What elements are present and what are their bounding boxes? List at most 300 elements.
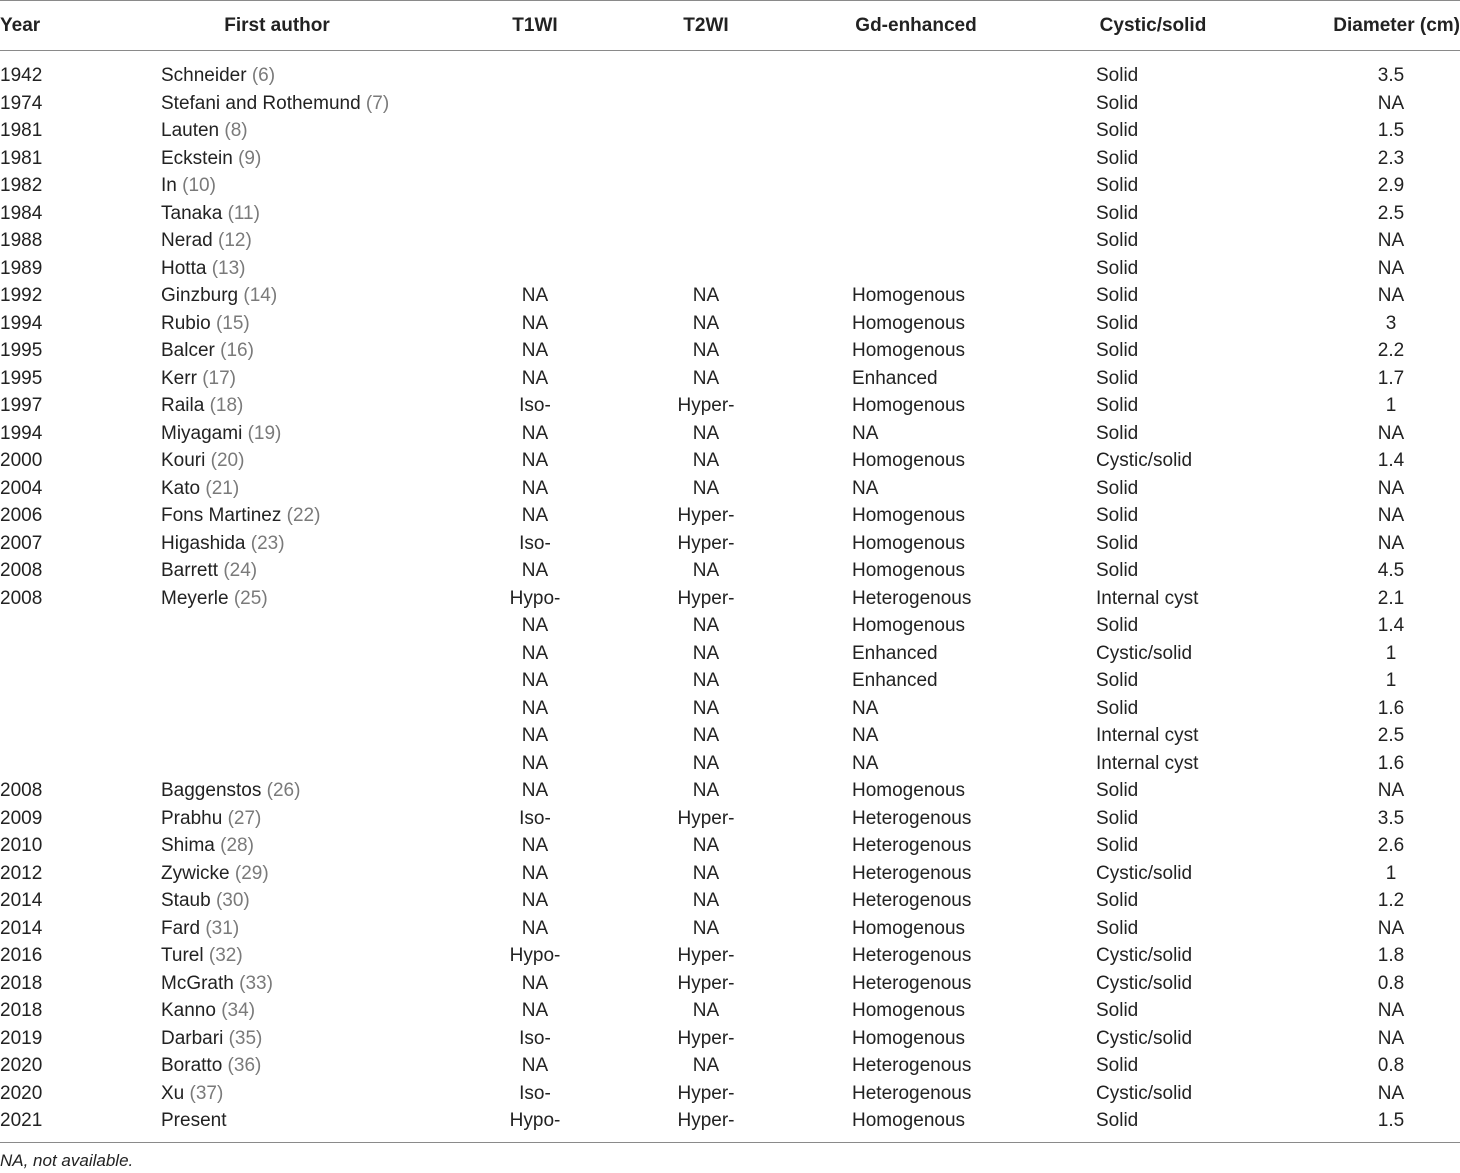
reference-link[interactable]: (16) [220, 340, 254, 361]
cell-cystic-solid: Solid [1096, 505, 1139, 526]
cell-cystic-solid: Cystic/solid [1096, 450, 1193, 471]
cell-first-author [161, 557, 257, 585]
cell-year: 2021 [0, 1110, 43, 1131]
table-row [0, 640, 1460, 668]
cell-gd-enhanced: Homogenous [852, 780, 966, 801]
cell-t1wi: NA [521, 1000, 549, 1021]
cell-t1wi: NA [521, 615, 549, 636]
cell-t1wi: NA [521, 725, 549, 746]
table-row [0, 750, 1460, 778]
cell-cystic-solid: Solid [1096, 312, 1139, 334]
cell-gd-enhanced: Enhanced [852, 670, 938, 691]
cell-t1wi: NA [521, 505, 549, 526]
cell-diameter: NA [1377, 1000, 1405, 1021]
reference-link[interactable]: (24) [223, 560, 258, 581]
cell-year: 1992 [0, 285, 43, 306]
cell-t2wi: NA [692, 285, 720, 306]
author-name: Kato [161, 477, 201, 499]
author-name: Meyerle [161, 587, 229, 609]
cell-diameter: 1.6 [1377, 752, 1405, 774]
cell-cystic-solid: Internal cyst [1096, 725, 1199, 746]
author-name: Balcer [161, 340, 215, 361]
table-row [0, 777, 1460, 805]
cell-year: 2018 [0, 1000, 43, 1021]
cell-cystic-solid: Internal cyst [1096, 752, 1199, 774]
cell-cystic-solid: Solid [1096, 560, 1139, 581]
cell-t2wi: NA [692, 752, 720, 774]
cell-year: 2004 [0, 477, 43, 499]
author-name: Lauten [161, 120, 220, 141]
cell-gd-enhanced: Enhanced [852, 367, 938, 389]
cell-t1wi: NA [521, 780, 549, 801]
cell-t1wi: Iso- [519, 532, 551, 554]
table-row [0, 860, 1460, 888]
cell-t1wi: Hypo- [509, 1110, 561, 1131]
cell-t2wi: Hyper- [677, 532, 735, 554]
cell-t2wi: Hyper- [677, 1082, 735, 1104]
header-cystic-solid: Cystic/solid [1099, 15, 1207, 36]
cell-first-author [161, 1025, 262, 1053]
cell-t2wi: Hyper- [677, 807, 735, 829]
cell-cystic-solid: Cystic/solid [1096, 1027, 1193, 1049]
cell-diameter: NA [1377, 780, 1405, 801]
cell-diameter: 1.5 [1377, 120, 1405, 141]
table-row [0, 392, 1460, 420]
cell-t2wi: NA [692, 862, 720, 884]
author-name: Zywicke [161, 862, 230, 884]
cell-cystic-solid: Solid [1096, 807, 1139, 829]
cell-year: 1989 [0, 257, 43, 279]
cell-diameter: 2.9 [1377, 175, 1405, 196]
cell-gd-enhanced: NA [852, 422, 879, 444]
header-year: Year [0, 15, 41, 36]
cell-diameter: 2.1 [1377, 587, 1405, 609]
header-t2wi: T2WI [683, 15, 729, 36]
author-name: Higashida [161, 532, 246, 554]
cell-first-author [161, 172, 216, 200]
author-name: Barrett [161, 560, 219, 581]
author-name: Fons Martinez [161, 505, 282, 526]
reference-link[interactable]: (27) [227, 807, 262, 829]
cell-cystic-solid: Solid [1096, 395, 1139, 416]
cell-diameter: 1.4 [1377, 450, 1405, 471]
cell-t1wi: NA [521, 917, 549, 939]
cell-t2wi: NA [692, 835, 720, 856]
cell-year: 1982 [0, 175, 43, 196]
cell-first-author [161, 227, 252, 255]
cell-first-author [161, 942, 243, 970]
cell-first-author [161, 585, 268, 613]
cell-year: 1997 [0, 395, 43, 416]
reference-link[interactable]: (21) [205, 477, 240, 499]
cell-first-author [161, 310, 250, 338]
reference-link[interactable]: (34) [221, 1000, 256, 1021]
cell-year: 2006 [0, 505, 43, 526]
cell-t2wi: NA [692, 312, 720, 334]
cell-diameter: 2.5 [1377, 725, 1405, 746]
cell-diameter: NA [1377, 230, 1405, 251]
cell-t2wi: Hyper- [677, 505, 735, 526]
cell-t2wi: Hyper- [677, 972, 735, 994]
table-row [0, 420, 1460, 448]
reference-link[interactable]: (11) [227, 202, 260, 224]
cell-gd-enhanced: Homogenous [852, 1110, 966, 1131]
table-row [0, 997, 1460, 1025]
cell-diameter: 1 [1385, 670, 1397, 691]
cell-diameter: 1.5 [1377, 1110, 1405, 1131]
cell-cystic-solid: Solid [1096, 1000, 1139, 1021]
cell-first-author [161, 117, 248, 145]
cell-gd-enhanced: Enhanced [852, 642, 938, 664]
cell-year: 1994 [0, 422, 43, 444]
cell-gd-enhanced: Heterogenous [852, 945, 972, 966]
cell-t2wi: NA [692, 725, 720, 746]
cell-first-author [161, 915, 239, 943]
cell-diameter: NA [1377, 477, 1405, 499]
cell-year: 2008 [0, 587, 43, 609]
author-name: Prabhu [161, 807, 223, 829]
cell-cystic-solid: Solid [1096, 340, 1139, 361]
cell-diameter: 0.8 [1377, 1055, 1405, 1076]
author-name: Boratto [161, 1055, 223, 1076]
cell-gd-enhanced: Homogenous [852, 395, 966, 416]
cell-year: 2018 [0, 972, 43, 994]
reference-link[interactable]: (19) [247, 422, 282, 444]
cell-diameter: 1 [1385, 642, 1397, 664]
author-name: Turel [161, 945, 204, 966]
header-gd-enhanced: Gd-enhanced [855, 15, 977, 36]
cell-t1wi: NA [521, 752, 549, 774]
cell-gd-enhanced: Homogenous [852, 312, 966, 334]
table-row [0, 337, 1460, 365]
cell-t2wi: NA [692, 1055, 720, 1076]
cell-first-author [161, 530, 285, 558]
cell-year: 1984 [0, 202, 43, 224]
cell-t2wi: Hyper- [677, 1027, 735, 1049]
cell-year: 1974 [0, 92, 43, 114]
cell-t1wi: Iso- [519, 1027, 551, 1049]
cell-diameter: 1.2 [1377, 890, 1405, 911]
header-t1wi: T1WI [512, 15, 558, 36]
cell-diameter: 2.2 [1377, 340, 1405, 361]
cell-t2wi: NA [692, 615, 720, 636]
author-name: Baggenstos [161, 780, 262, 801]
cell-gd-enhanced: Heterogenous [852, 807, 972, 829]
cell-gd-enhanced: NA [852, 477, 879, 499]
cell-first-author [161, 145, 261, 173]
header-diameter: Diameter (cm) [1333, 15, 1460, 36]
cell-diameter: NA [1377, 422, 1405, 444]
cell-gd-enhanced: Homogenous [852, 917, 966, 939]
cell-diameter: 1.7 [1377, 367, 1405, 389]
cell-t1wi: NA [521, 312, 549, 334]
cell-cystic-solid: Cystic/solid [1096, 862, 1193, 884]
cell-first-author [161, 1052, 261, 1080]
table-row [0, 502, 1460, 530]
cell-diameter: NA [1377, 285, 1405, 306]
cell-diameter: 3.5 [1377, 807, 1405, 829]
cell-t1wi: Hypo- [509, 945, 561, 966]
cell-diameter: 3.5 [1377, 65, 1405, 86]
table-row [0, 227, 1460, 255]
cell-year: 2014 [0, 917, 43, 939]
cell-year: 1981 [0, 147, 43, 169]
cell-t1wi: NA [521, 450, 549, 471]
cell-t2wi: NA [692, 367, 720, 389]
table-row [0, 667, 1460, 695]
cell-cystic-solid: Solid [1096, 917, 1139, 939]
cell-diameter: NA [1377, 532, 1405, 554]
cell-first-author [161, 62, 275, 90]
cell-diameter: NA [1377, 92, 1405, 114]
cell-gd-enhanced: Homogenous [852, 285, 966, 306]
cell-t2wi: NA [692, 890, 720, 911]
table-row [0, 1080, 1460, 1108]
cell-gd-enhanced: Heterogenous [852, 890, 972, 911]
header-first-author: First author [224, 15, 330, 36]
cell-first-author [161, 282, 277, 310]
cell-first-author [161, 832, 254, 860]
table-row [0, 695, 1460, 723]
cell-t2wi: NA [692, 642, 720, 664]
cell-t2wi: NA [692, 1000, 720, 1021]
reference-link[interactable]: (33) [239, 972, 273, 994]
cell-t1wi: NA [521, 972, 549, 994]
cell-cystic-solid: Solid [1096, 890, 1139, 911]
cell-year: 2014 [0, 890, 43, 911]
table-row [0, 475, 1460, 503]
cell-t1wi: NA [521, 422, 549, 444]
cell-year: 1981 [0, 120, 43, 141]
table-row [0, 172, 1460, 200]
cell-gd-enhanced: NA [852, 725, 879, 746]
author-name: Kouri [161, 450, 206, 471]
reference-link[interactable]: (31) [205, 917, 240, 939]
reference-link[interactable]: (6) [251, 65, 276, 86]
reference-link[interactable]: (26) [266, 780, 301, 801]
cell-t1wi: NA [521, 285, 549, 306]
cell-gd-enhanced: Homogenous [852, 615, 966, 636]
table-row [0, 117, 1460, 145]
cell-gd-enhanced: Homogenous [852, 340, 966, 361]
cell-diameter: NA [1377, 1082, 1405, 1104]
table-bottom-rule [0, 1142, 1460, 1143]
cell-first-author [161, 970, 273, 998]
author-name: Xu [161, 1082, 185, 1104]
table-row [0, 1107, 1460, 1135]
reference-link[interactable]: (20) [210, 450, 245, 471]
reference-link[interactable]: (9) [238, 147, 262, 169]
cell-diameter: 1.8 [1377, 945, 1405, 966]
cell-cystic-solid: Solid [1096, 230, 1139, 251]
cell-cystic-solid: Cystic/solid [1096, 642, 1193, 664]
author-name: Shima [161, 835, 215, 856]
cell-gd-enhanced: Heterogenous [852, 835, 972, 856]
author-name: Ginzburg [161, 285, 239, 306]
cell-diameter: NA [1377, 257, 1405, 279]
cell-cystic-solid: Solid [1096, 780, 1139, 801]
table-row [0, 722, 1460, 750]
author-name: In [161, 175, 177, 196]
table-row [0, 447, 1460, 475]
cell-t1wi: NA [521, 642, 549, 664]
cell-cystic-solid: Cystic/solid [1096, 972, 1193, 994]
cell-diameter: 3 [1385, 312, 1397, 334]
cell-cystic-solid: Solid [1096, 1055, 1139, 1076]
cell-cystic-solid: Solid [1096, 532, 1139, 554]
table-row [0, 62, 1460, 90]
reference-link[interactable]: (36) [227, 1055, 262, 1076]
reference-link[interactable]: (30) [215, 890, 250, 911]
cell-diameter: 2.5 [1377, 202, 1405, 224]
cell-diameter: 1 [1385, 862, 1397, 884]
reference-link[interactable]: (25) [233, 587, 268, 609]
table-row [0, 1052, 1460, 1080]
table-row [0, 282, 1460, 310]
cell-gd-enhanced: NA [852, 752, 879, 774]
cell-diameter: 1.6 [1377, 697, 1405, 719]
cell-t1wi: NA [521, 835, 549, 856]
cell-year: 2012 [0, 862, 43, 884]
cell-first-author [161, 392, 243, 420]
table-row [0, 1025, 1460, 1053]
cell-t1wi: Iso- [519, 395, 551, 416]
reference-link[interactable]: (22) [286, 505, 321, 526]
cell-gd-enhanced: Heterogenous [852, 1055, 972, 1076]
cell-t1wi: NA [521, 1055, 549, 1076]
cell-t2wi: NA [692, 422, 720, 444]
cell-diameter: NA [1377, 505, 1405, 526]
cell-first-author [161, 255, 246, 283]
cell-cystic-solid: Solid [1096, 670, 1139, 691]
cell-first-author [161, 887, 250, 915]
cell-t2wi: NA [692, 697, 720, 719]
cell-cystic-solid: Solid [1096, 835, 1139, 856]
cell-first-author [161, 502, 320, 530]
table-row [0, 805, 1460, 833]
cell-first-author [161, 475, 239, 503]
cell-cystic-solid: Solid [1096, 615, 1139, 636]
cell-first-author [161, 420, 281, 448]
cell-first-author [161, 90, 389, 118]
cell-t1wi: NA [521, 670, 549, 691]
cell-t1wi: NA [521, 560, 549, 581]
cell-cystic-solid: Cystic/solid [1096, 945, 1193, 966]
reference-link[interactable]: (35) [228, 1027, 263, 1049]
cell-year: 2016 [0, 945, 43, 966]
table-row [0, 310, 1460, 338]
cell-year: 2019 [0, 1027, 43, 1049]
author-name: Kerr [161, 367, 197, 389]
cell-year: 2009 [0, 807, 43, 829]
cell-t1wi: NA [521, 367, 549, 389]
table-row [0, 915, 1460, 943]
table-row [0, 612, 1460, 640]
table-header-row [0, 12, 1460, 40]
reference-link[interactable]: (37) [189, 1082, 224, 1104]
author-name: Staub [161, 890, 211, 911]
cell-first-author [161, 805, 261, 833]
cell-t1wi: NA [521, 862, 549, 884]
cell-t2wi: Hyper- [677, 587, 735, 609]
cell-first-author [161, 997, 255, 1025]
reference-link[interactable]: (8) [224, 120, 248, 141]
reference-link[interactable]: (14) [243, 285, 278, 306]
cell-first-author [161, 1107, 226, 1135]
reference-link[interactable]: (18) [209, 395, 244, 416]
cell-diameter: 1 [1385, 395, 1397, 416]
cell-diameter: 4.5 [1377, 560, 1405, 581]
author-name: Kanno [161, 1000, 216, 1021]
table-row [0, 887, 1460, 915]
cell-t2wi: Hyper- [677, 945, 735, 966]
author-name: Hotta [161, 257, 207, 279]
cell-t1wi: NA [521, 340, 549, 361]
cell-year: 2020 [0, 1082, 43, 1104]
reference-link[interactable]: (10) [182, 175, 216, 196]
cell-gd-enhanced: Homogenous [852, 560, 966, 581]
table-row [0, 942, 1460, 970]
author-name: Miyagami [161, 422, 243, 444]
cell-t1wi: Iso- [519, 1082, 551, 1104]
cell-gd-enhanced: Homogenous [852, 505, 966, 526]
cell-diameter: NA [1377, 1027, 1405, 1049]
author-name: Darbari [161, 1027, 224, 1049]
cell-t1wi: Iso- [519, 807, 551, 829]
cell-cystic-solid: Internal cyst [1096, 587, 1199, 609]
table-header-rule [0, 50, 1460, 51]
reference-link[interactable]: (29) [234, 862, 269, 884]
cell-cystic-solid: Solid [1096, 175, 1139, 196]
cell-t2wi: NA [692, 477, 720, 499]
table-footnote: NA, not available. [0, 1151, 134, 1170]
cell-first-author [161, 447, 244, 475]
cell-year: 1942 [0, 65, 43, 86]
cell-t2wi: Hyper- [677, 1110, 735, 1131]
cell-gd-enhanced: Homogenous [852, 1000, 966, 1021]
cell-first-author [161, 200, 260, 228]
cell-year: 2020 [0, 1055, 43, 1076]
reference-link[interactable]: (13) [211, 257, 246, 279]
cell-year: 1995 [0, 367, 43, 389]
cell-t2wi: NA [692, 560, 720, 581]
reference-link[interactable]: (28) [220, 835, 254, 856]
cell-t2wi: NA [692, 917, 720, 939]
table-row [0, 90, 1460, 118]
table-row [0, 832, 1460, 860]
cell-cystic-solid: Solid [1096, 477, 1139, 499]
reference-link[interactable]: (23) [250, 532, 285, 554]
cell-t2wi: NA [692, 340, 720, 361]
author-name: Rubio [161, 312, 211, 334]
reference-link[interactable]: (12) [218, 230, 252, 251]
cell-gd-enhanced: Homogenous [852, 450, 966, 471]
cell-t1wi: NA [521, 697, 549, 719]
reference-link[interactable]: (15) [215, 312, 250, 334]
cell-year: 2007 [0, 532, 43, 554]
cell-diameter: 1.4 [1377, 615, 1405, 636]
cell-t2wi: Hyper- [677, 395, 735, 416]
cell-year: 1994 [0, 312, 43, 334]
cell-year: 2000 [0, 450, 43, 471]
reference-link[interactable]: (7) [365, 92, 390, 114]
reference-link[interactable]: (32) [208, 945, 243, 966]
cell-year: 1995 [0, 340, 43, 361]
author-name: Stefani and Rothemund [161, 92, 361, 114]
cell-t1wi: NA [521, 477, 549, 499]
reference-link[interactable]: (17) [202, 367, 236, 389]
cell-cystic-solid: Cystic/solid [1096, 1082, 1193, 1104]
